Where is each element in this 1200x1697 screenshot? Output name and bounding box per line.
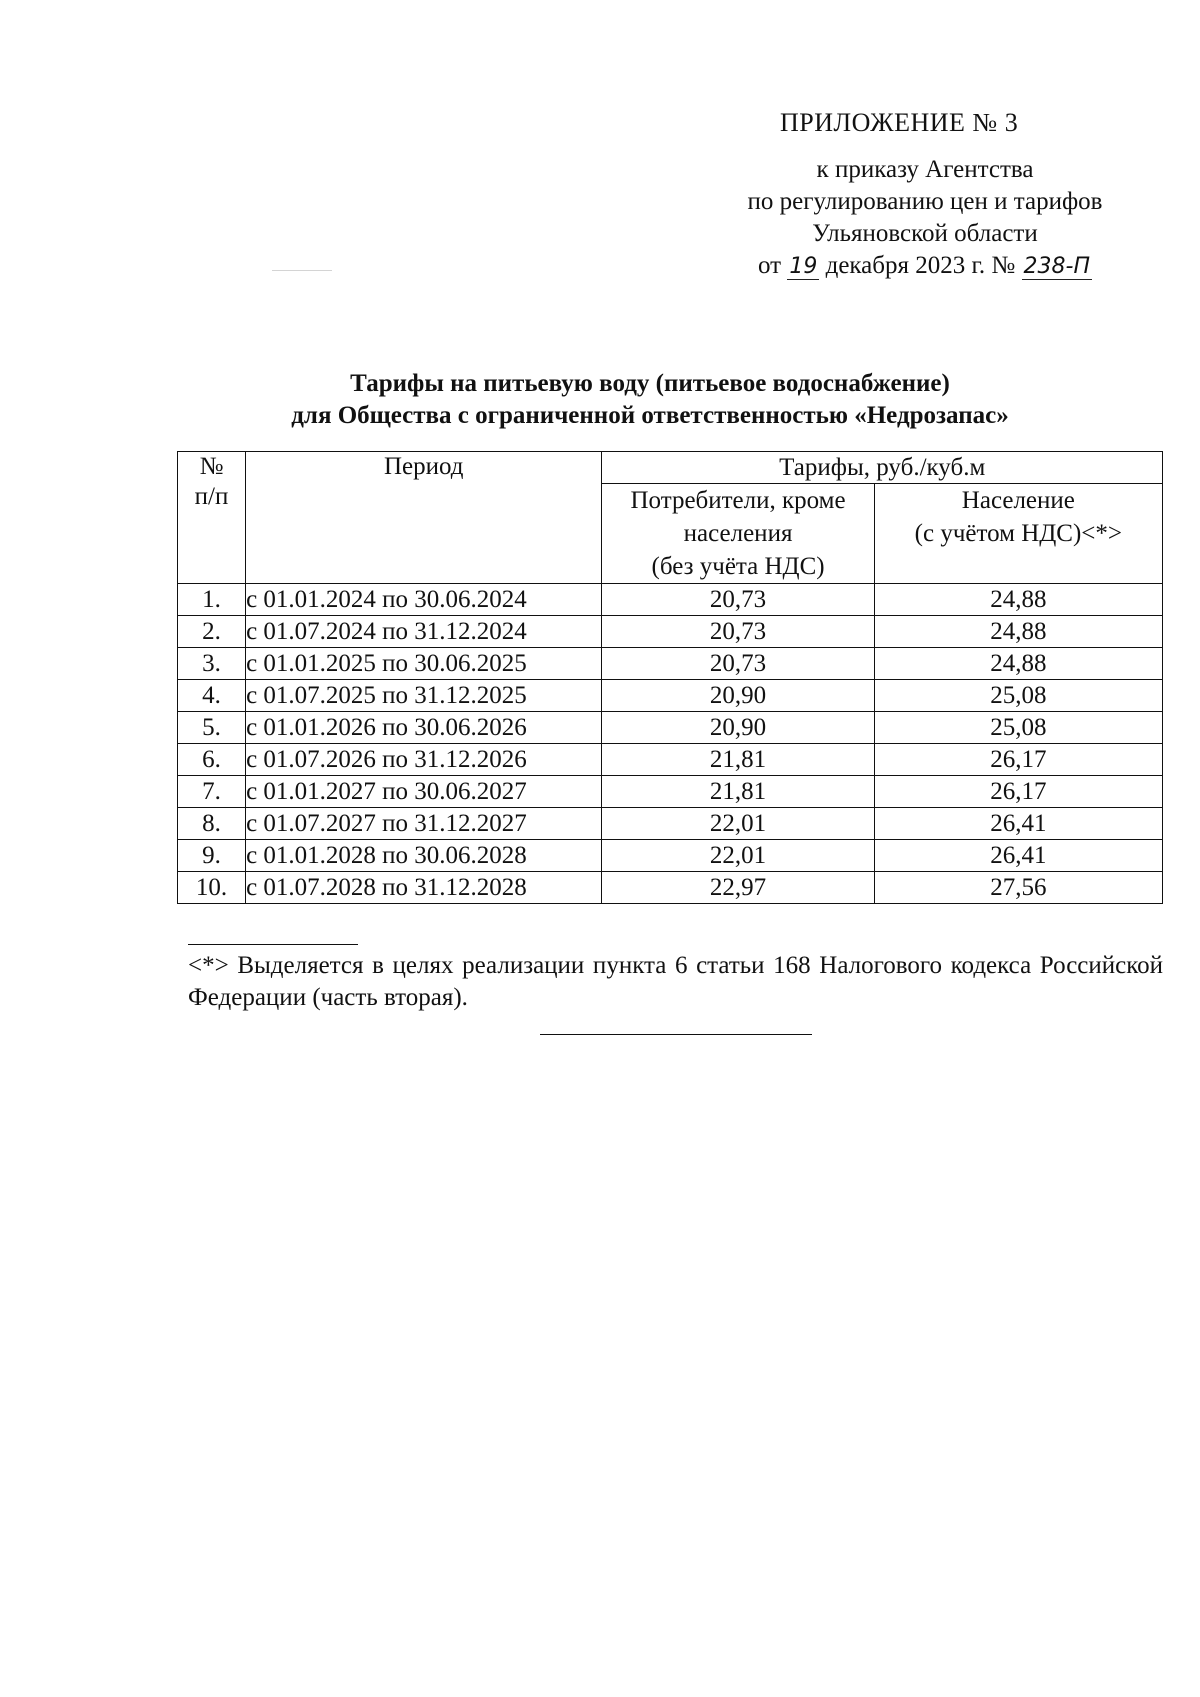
handwritten-day: 19 xyxy=(789,254,818,279)
title-line-1: Тарифы на питьевую воду (питьевое водоснабжение) xyxy=(350,370,950,397)
row-population-tariff: 26,41 xyxy=(874,840,1162,872)
title-line-2: для Общества с ограниченной ответственностью «Недрозапас» xyxy=(291,402,1009,429)
row-consumers-tariff: 21,81 xyxy=(602,744,874,776)
tariff-table xyxy=(177,451,1163,904)
table-row xyxy=(178,648,1163,680)
document-title xyxy=(150,368,1150,432)
header-number-line-2: п/п xyxy=(194,483,229,510)
table-row xyxy=(178,712,1163,744)
order-date-line xyxy=(690,250,1160,282)
row-population-tariff: 26,17 xyxy=(874,776,1162,808)
header-consumers-line-1: Потребители, кроме xyxy=(630,487,846,514)
row-population-tariff: 26,41 xyxy=(874,808,1162,840)
row-number: 5. xyxy=(178,712,246,744)
order-ref-line-2: по регулированию цен и тарифов xyxy=(747,188,1103,215)
header-consumers-line-3: (без учёта НДС) xyxy=(651,553,825,580)
header-population xyxy=(874,484,1162,584)
row-period: с 01.07.2028 по 31.12.2028 xyxy=(246,872,602,904)
order-ref-line-1: к приказу Агентства xyxy=(816,156,1034,183)
handwritten-order-number: 238-П xyxy=(1023,254,1091,279)
row-number: 8. xyxy=(178,808,246,840)
table-row xyxy=(178,744,1163,776)
header-consumers-line-2: населения xyxy=(683,520,793,547)
table-row xyxy=(178,776,1163,808)
footnote-separator xyxy=(188,944,358,945)
table-row xyxy=(178,680,1163,712)
row-population-tariff: 24,88 xyxy=(874,584,1162,616)
row-population-tariff: 27,56 xyxy=(874,872,1162,904)
row-number: 7. xyxy=(178,776,246,808)
row-period: с 01.01.2027 по 30.06.2027 xyxy=(246,776,602,808)
header-population-line-2: (с учётом НДС)<*> xyxy=(914,520,1123,547)
row-number: 4. xyxy=(178,680,246,712)
row-period: с 01.07.2024 по 31.12.2024 xyxy=(246,616,602,648)
row-consumers-tariff: 20,73 xyxy=(602,584,874,616)
order-ref-line-3: Ульяновской области xyxy=(812,220,1038,247)
row-consumers-tariff: 20,90 xyxy=(602,712,874,744)
row-number: 9. xyxy=(178,840,246,872)
row-population-tariff: 26,17 xyxy=(874,744,1162,776)
table-row xyxy=(178,808,1163,840)
row-consumers-tariff: 20,90 xyxy=(602,680,874,712)
row-number: 1. xyxy=(178,584,246,616)
row-population-tariff: 25,08 xyxy=(874,712,1162,744)
scan-artifact xyxy=(272,270,332,271)
row-period: с 01.01.2028 по 30.06.2028 xyxy=(246,840,602,872)
row-consumers-tariff: 22,97 xyxy=(602,872,874,904)
row-number: 3. xyxy=(178,648,246,680)
table-row xyxy=(178,584,1163,616)
row-consumers-tariff: 20,73 xyxy=(602,648,874,680)
order-reference xyxy=(690,154,1160,282)
row-period: с 01.01.2026 по 30.06.2026 xyxy=(246,712,602,744)
end-of-document-rule xyxy=(540,1034,812,1035)
footnote-text: <*> Выделяется в целях реализации пункта 6 статьи 168 Налогового кодекса Российской Федерации (часть вторая). xyxy=(188,952,1163,1011)
table-header-row xyxy=(178,452,1163,484)
header-tariffs: Тарифы, руб./куб.м xyxy=(602,452,1163,484)
header-number-line-1: № xyxy=(199,453,224,480)
row-consumers-tariff: 22,01 xyxy=(602,808,874,840)
row-period: с 01.01.2024 по 30.06.2024 xyxy=(246,584,602,616)
date-prefix: от xyxy=(757,252,782,279)
header-number xyxy=(178,452,246,584)
table-row xyxy=(178,872,1163,904)
row-number: 6. xyxy=(178,744,246,776)
header-period: Период xyxy=(246,452,602,584)
header-consumers xyxy=(602,484,874,584)
appendix-title: ПРИЛОЖЕНИЕ № 3 xyxy=(780,108,1019,137)
row-number: 2. xyxy=(178,616,246,648)
row-population-tariff: 24,88 xyxy=(874,648,1162,680)
row-period: с 01.01.2025 по 30.06.2025 xyxy=(246,648,602,680)
table-row xyxy=(178,616,1163,648)
table-row xyxy=(178,840,1163,872)
header-population-line-1: Население xyxy=(961,487,1075,514)
row-population-tariff: 24,88 xyxy=(874,616,1162,648)
row-consumers-tariff: 20,73 xyxy=(602,616,874,648)
row-consumers-tariff: 21,81 xyxy=(602,776,874,808)
date-rest: декабря 2023 г. № xyxy=(825,252,1016,279)
row-period: с 01.07.2025 по 31.12.2025 xyxy=(246,680,602,712)
row-period: с 01.07.2027 по 31.12.2027 xyxy=(246,808,602,840)
row-consumers-tariff: 22,01 xyxy=(602,840,874,872)
row-population-tariff: 25,08 xyxy=(874,680,1162,712)
row-period: с 01.07.2026 по 31.12.2026 xyxy=(246,744,602,776)
row-number: 10. xyxy=(178,872,246,904)
